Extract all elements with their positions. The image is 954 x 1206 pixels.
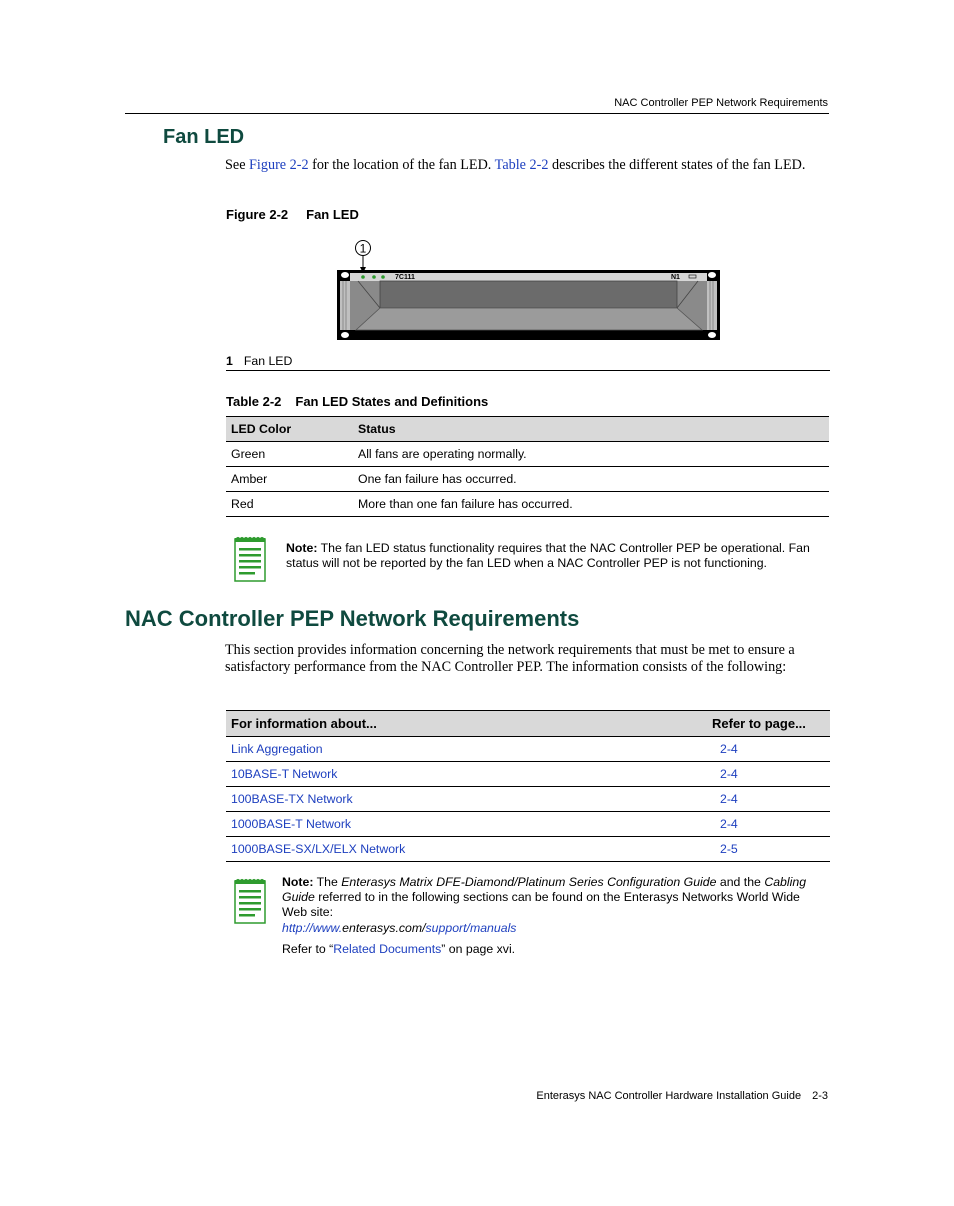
note-label: Note:	[286, 541, 318, 555]
table-cell: Amber	[226, 467, 353, 492]
table-row	[226, 837, 830, 862]
figure-rule	[226, 370, 830, 371]
table-link[interactable]: Table 2-2	[494, 157, 549, 173]
table-row	[226, 737, 830, 762]
guide-title: Enterasys Matrix DFE-Diamond/Platinum Series Configuration Guide	[341, 875, 717, 889]
topic-link[interactable]: 1000BASE-T Network	[231, 817, 352, 831]
notepad-icon	[234, 878, 266, 924]
note-guides	[282, 875, 824, 920]
para-text: describes the different states of the fan LED.	[548, 157, 806, 173]
network-topics-table	[226, 710, 830, 862]
note-label: Note:	[282, 875, 314, 889]
table-cell: All fans are operating normally.	[353, 442, 829, 467]
note-text: referred to in the following sections can be found on the Enterasys Networks World Wide Web site:	[282, 890, 800, 919]
url-link[interactable]: support/manuals	[425, 921, 517, 935]
topic-link[interactable]: Link Aggregation	[231, 742, 323, 756]
section-heading-fan-led: Fan LED	[163, 126, 245, 148]
running-header: NAC Controller PEP Network Requirements	[614, 97, 828, 109]
fan-led-figure	[330, 236, 730, 346]
para-text: See	[225, 157, 250, 173]
figure-link[interactable]: Figure 2-2	[249, 157, 309, 173]
mounting-hole	[341, 272, 349, 278]
page-link[interactable]: 2-4	[720, 767, 738, 781]
network-paragraph: This section provides information concerning the network requirements that must be met to ensure a satisfactory performance from the NAC Controller PEP. The information consists of the following:	[225, 642, 795, 675]
related-docs-reference	[282, 942, 515, 957]
mounting-hole	[341, 332, 349, 338]
legend-text: Fan LED	[243, 354, 293, 368]
fan-led-indicator	[361, 275, 365, 279]
note-text: ” on page xvi.	[441, 942, 516, 956]
column-header: For information about...	[226, 711, 707, 737]
table-cell: More than one fan failure has occurred.	[353, 492, 829, 517]
table-cell: One fan failure has occurred.	[353, 467, 829, 492]
chassis-vent-panel	[380, 281, 677, 308]
page-link[interactable]: 2-4	[720, 792, 738, 806]
fan-led-paragraph	[225, 157, 825, 174]
status-led-indicator	[381, 275, 385, 279]
callout-number: 1	[359, 241, 367, 256]
chassis-lower-bevel	[356, 308, 702, 330]
legend-number: 1	[226, 354, 233, 368]
page-link[interactable]: 2-4	[720, 742, 738, 756]
note-text: and the	[716, 875, 765, 889]
table-caption	[226, 394, 488, 409]
column-header: Refer to page...	[707, 711, 830, 737]
table-header-row	[226, 417, 829, 442]
table-cell: Green	[226, 442, 353, 467]
device-model-label: 7C111	[395, 274, 415, 281]
guide-title: Cabling Guide	[282, 875, 807, 904]
table-number: Table 2-2	[226, 394, 282, 409]
notepad-icon	[234, 536, 266, 582]
note-text: The	[313, 875, 342, 889]
table-row	[226, 492, 829, 517]
figure-legend	[226, 354, 292, 368]
related-documents-link[interactable]: Related Documents	[333, 942, 442, 956]
figure-number: Figure 2-2	[226, 207, 289, 222]
table-row	[226, 762, 830, 787]
figure-title: Fan LED	[306, 207, 359, 222]
topic-link[interactable]: 1000BASE-SX/LX/ELX Network	[231, 842, 406, 856]
url-domain: enterasys.com/	[342, 921, 426, 935]
device-port-label: N1	[671, 274, 680, 281]
topic-link[interactable]: 100BASE-TX Network	[231, 792, 353, 806]
url-link[interactable]: http://www.	[282, 921, 343, 935]
table-header-row	[226, 711, 830, 737]
mounting-hole	[708, 332, 716, 338]
mounting-hole	[708, 272, 716, 278]
page-number: 2-3	[812, 1090, 828, 1102]
table-cell: Red	[226, 492, 353, 517]
topic-link[interactable]: 10BASE-T Network	[231, 767, 338, 781]
section-heading-network-requirements: NAC Controller PEP Network Requirements	[125, 606, 580, 631]
table-row	[226, 812, 830, 837]
header-rule	[125, 113, 829, 114]
table-title: Fan LED States and Definitions	[295, 394, 489, 409]
column-header: Status	[353, 417, 829, 442]
status-led-indicator	[372, 275, 376, 279]
column-header: LED Color	[226, 417, 353, 442]
fan-led-states-table	[226, 416, 829, 517]
note-fan-led	[286, 541, 826, 571]
table-row	[226, 787, 830, 812]
note-text: The fan LED status functionality requires that the NAC Controller PEP be operational. Fan status will not be reported by the fan LED when a NAC Controller PEP is not functioning.	[286, 541, 810, 570]
footer-title: Enterasys NAC Controller Hardware Installation Guide	[536, 1090, 802, 1102]
page-link[interactable]: 2-5	[720, 842, 738, 856]
note-text: Refer to “	[282, 942, 334, 956]
table-row	[226, 467, 829, 492]
support-url[interactable]	[282, 921, 516, 936]
page-link[interactable]: 2-4	[720, 817, 738, 831]
figure-caption	[226, 207, 359, 222]
page-footer	[536, 1090, 828, 1102]
table-row	[226, 442, 829, 467]
para-text: for the location of the fan LED.	[308, 157, 495, 173]
